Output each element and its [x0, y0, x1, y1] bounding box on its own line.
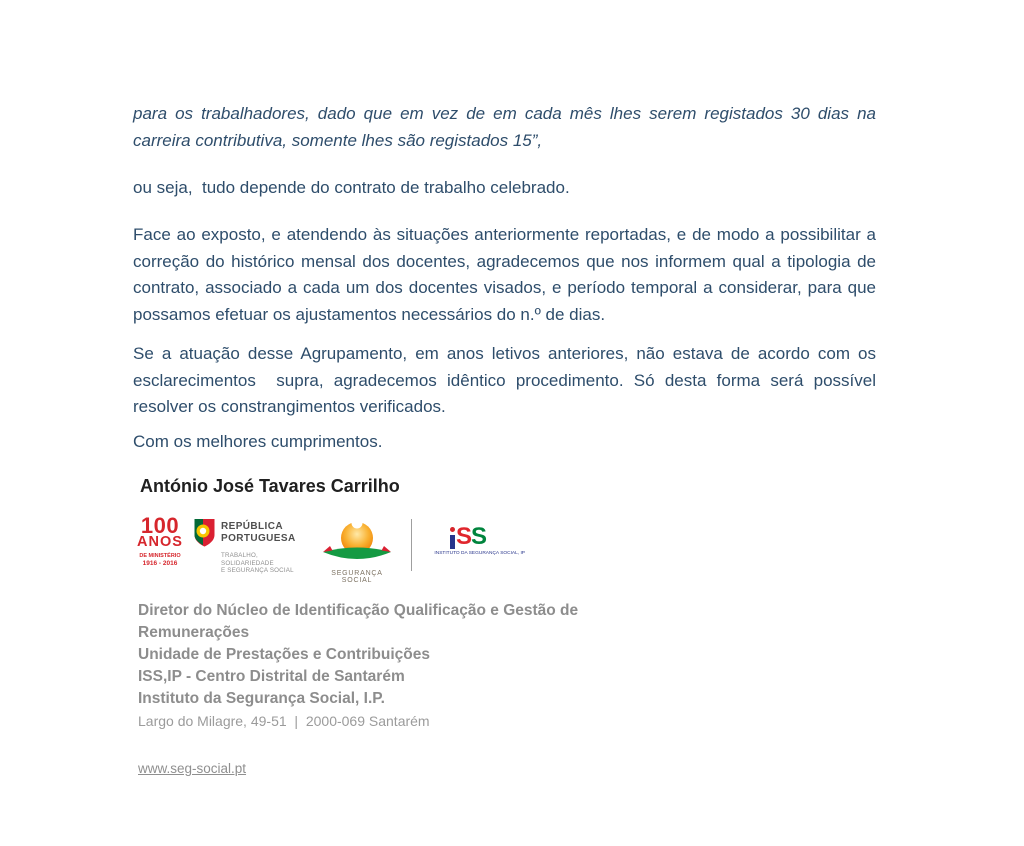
republic-dept-line1: TRABALHO, SOLIDARIEDADE	[221, 552, 274, 567]
paragraph-request: Face ao exposto, e atendendo às situações anteriormente reportadas, e de modo a possibilitar a correção do histórico mensal dos docentes, agradecemos que nos informem qual a tipologia de contrato, associado a cada um dos docentes visados, e período temporal a considerar, para que possamos efetuar os ajustamentos necessários do n.º de dias.	[133, 225, 881, 324]
footer-unit: Unidade de Prestações e Contribuições	[138, 646, 431, 663]
iss-letter-s1: S	[455, 523, 471, 550]
footer-role-line1: Diretor do Núcleo de Identificação Qualificação e Gestão de	[138, 602, 579, 619]
paragraph-quote-continuation: para os trabalhadores, dado que em vez de em cada mês lhes serem registados 30 dias na carreira contributiva, somente lhes são registados 15”,	[133, 104, 881, 150]
centenary-subtitle: DE MINISTÉRIO	[139, 553, 181, 559]
republic-name-line2: PORTUGUESA	[221, 532, 296, 544]
iss-institute-label: INSTITUTO DA SEGURANÇA SOCIAL, IP	[434, 551, 525, 556]
portuguese-republic-emblem-icon	[193, 518, 216, 553]
iss-wordmark	[426, 520, 510, 549]
republic-name-line1: REPÚBLICA	[221, 521, 283, 532]
footer-institute: Instituto da Segurança Social, I.P.	[138, 690, 385, 707]
paragraph-closing: Com os melhores cumprimentos.	[133, 432, 383, 451]
republic-dept-line2: E SEGURANÇA SOCIAL	[221, 567, 294, 574]
seguranca-social-label: SEGURANÇA SOCIAL	[331, 570, 383, 584]
iss-letter-s2: S	[471, 523, 487, 550]
footer-block	[138, 600, 578, 732]
republica-portuguesa-logo	[221, 521, 305, 575]
seguranca-social-logo	[315, 516, 399, 584]
signature-name: António José Tavares Carrilho	[140, 476, 400, 496]
centenary-years: 1916 - 2016	[142, 560, 178, 567]
iss-logo	[426, 520, 525, 557]
footer-address: Largo do Milagre, 49-51 | 2000-069 Santarém	[138, 713, 430, 729]
paragraph-conclusion: ou seja, tudo depende do contrato de trabalho celebrado.	[133, 178, 570, 197]
seguranca-social-sun-icon	[315, 516, 399, 564]
centenary-number: 100	[140, 513, 180, 538]
footer-role-line2: Remunerações	[138, 624, 250, 641]
logo-strip	[134, 513, 525, 584]
paragraph-previous-years: Se a atuação desse Agrupamento, em anos letivos anteriores, não estava de acordo com os esclarecimentos supra, agradecemos idêntico procedimento. Só desta forma será possível resolver os constrangimentos verificados.	[133, 344, 881, 416]
logo-divider	[411, 519, 412, 571]
centenary-100-anos-logo	[134, 513, 186, 567]
iss-letter-i-icon	[450, 527, 455, 549]
centenary-anos: ANOS	[137, 534, 183, 550]
website-link[interactable]: www.seg-social.pt	[138, 761, 247, 776]
footer-district-center: ISS,IP - Centro Distrital de Santarém	[138, 668, 405, 685]
